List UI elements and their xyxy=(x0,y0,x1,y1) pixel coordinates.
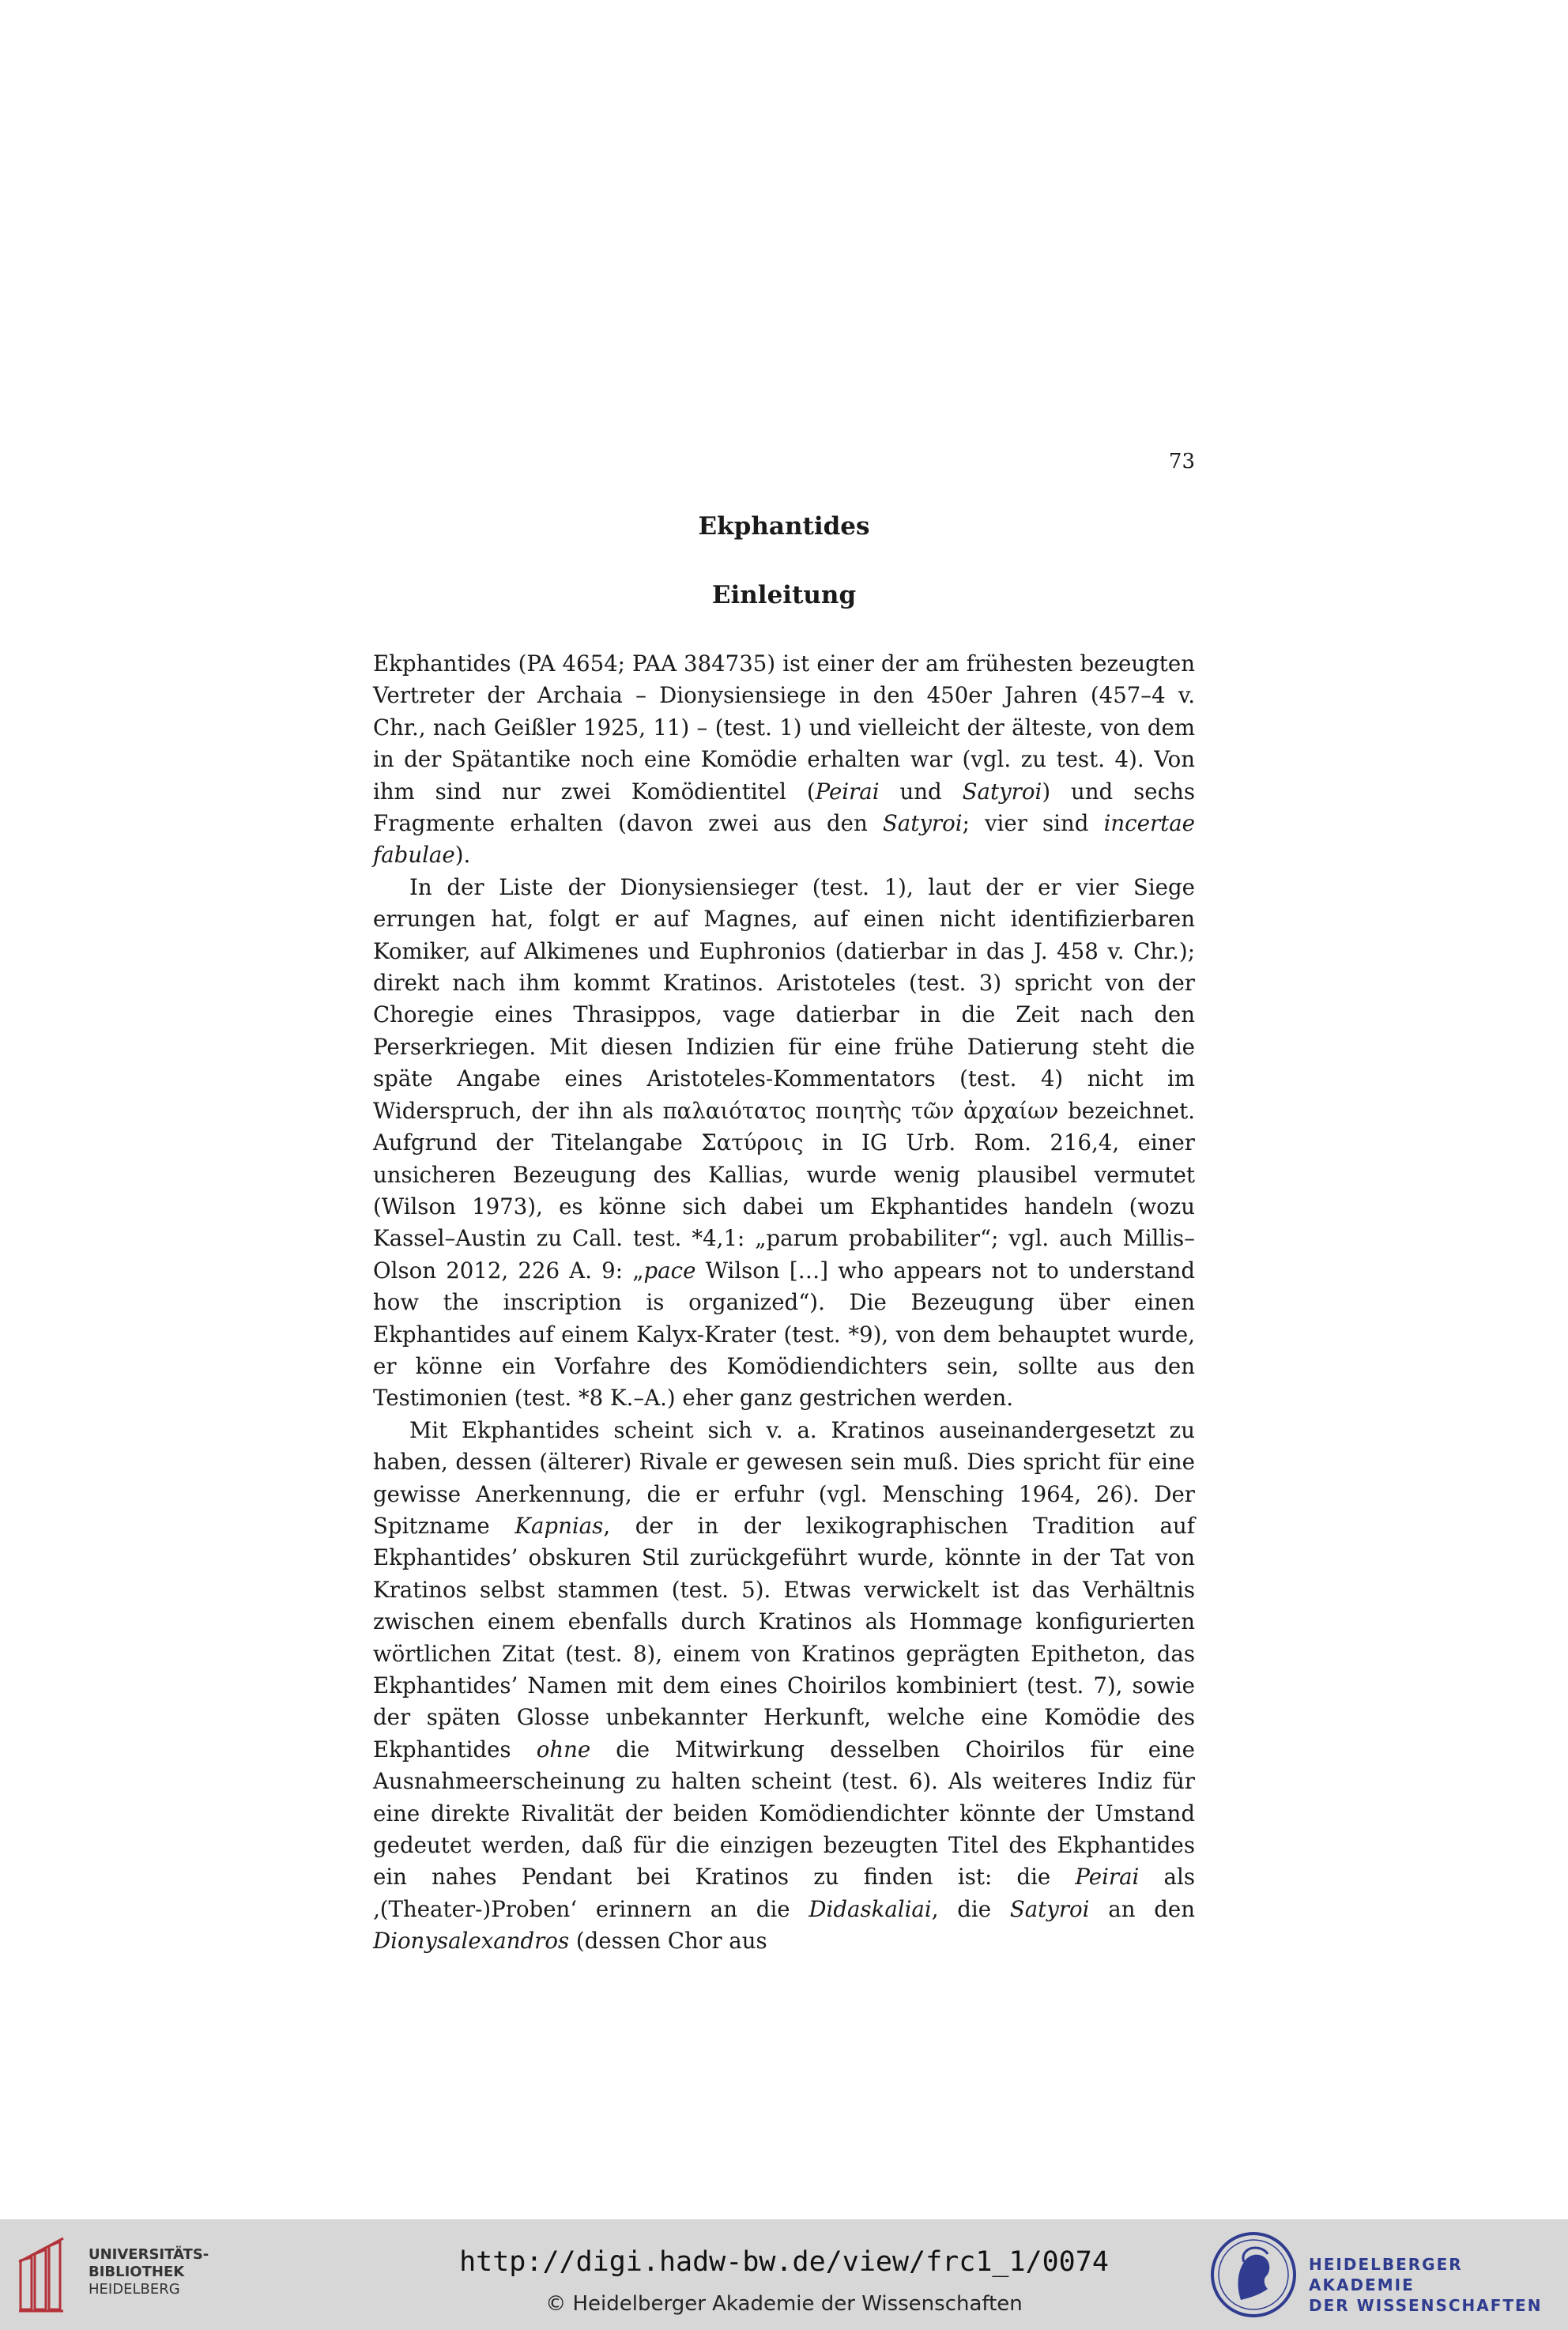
text-run: , der in der lexikographischen Tradition auf Ekphantides’ obskuren Stil zurückgeführt wurde, könnte in der Tat von Kratinos selbst stammen (test. 5). Etwas verwickelt ist das Verhältnis zwischen einem ebenfalls durch Kratinos als Hommage konfigurierten wörtlichen Zitat (test. 8), einem von Kratinos geprägten Epitheton, das Ekphantides’ Namen mit dem eines Choirilos kombiniert (test. 7), sowie der späten Glosse unbekannter Herkunft, welche eine Komödie des Ekphantides xyxy=(373,1512,1195,1763)
copyright-notice: © Heidelberger Akademie der Wissenschaften xyxy=(545,2292,1023,2316)
text-run: Wilson […] who appears not to understand how the inscription is organized“). Die Bezeugung über einen Ekphantides auf einem Kalyx-Krater (test. *9), von dem behauptet wurde, er könne ein Vorfahre des Komödiendichters sein, sollte aus den Testimonien (test. *8 K.–A.) eher ganz gestrichen werden. xyxy=(373,1257,1195,1412)
italic-title: Peirai xyxy=(1075,1864,1140,1891)
italic-title: Satyroi xyxy=(882,810,963,837)
italic-title: Dionysalexandros xyxy=(373,1928,570,1955)
italic-title: Didaskaliai xyxy=(808,1895,932,1922)
library-name-line: UNIVERSITÄTS- xyxy=(89,2246,209,2263)
academy-name xyxy=(1309,2254,1568,2316)
text-run: die Mitwirkung desselben Choirilos für eine Ausnahmeerscheinung zu halten scheint (test. 6). Als weiteres Indiz für eine direkte Rivalität der beiden Komödiendichter könnte der Umstand gedeutet werden, daß für die einzigen bezeugten Titel des Ekphantides ein nahes Pendant bei Kratinos zu finden ist: die xyxy=(373,1736,1195,1891)
text-run: ; vier sind xyxy=(962,810,1104,837)
academy-seal-icon[interactable] xyxy=(1209,2230,1298,2319)
paragraph-3 xyxy=(373,1415,1195,1958)
author-title: Ekphantides xyxy=(698,512,870,541)
library-name-line: HEIDELBERG xyxy=(89,2281,180,2298)
section-title: Einleitung xyxy=(711,581,857,609)
paragraph-2 xyxy=(373,872,1195,1415)
academy-name-line: HEIDELBERGER AKADEMIE xyxy=(1309,2255,1463,2294)
italic-term: incertae fabulae xyxy=(373,810,1196,869)
italic-title: Satyroi xyxy=(962,778,1042,805)
text-run: Ekphantides (PA 4654; PAA 384735) ist einer der am frühesten bezeugten Vertreter der Archaia – Dionysiensiege in den 450er Jahren (457–4 v. Chr., nach Geißler 1925, 11) – (test. 1) und vielleicht der älteste, von dem in der Spätantike noch eine Komödie erhalten war (vgl. zu test. 4). Von ihm sind nur zwei Komödientitel ( xyxy=(373,650,1195,805)
page-number: 73 xyxy=(1168,450,1195,473)
italic-term: Kapnias xyxy=(514,1512,604,1539)
permalink-url[interactable]: http://digi.hadw-bw.de/view/frc1_1/0074 xyxy=(459,2246,1109,2278)
italic-term: pace xyxy=(643,1257,696,1284)
library-name-line: BIBLIOTHEK xyxy=(89,2264,185,2280)
italic-title: Peirai xyxy=(815,778,880,805)
text-run: als ‚(Theater-)Proben‘ erinnern an die xyxy=(373,1864,1195,1922)
paragraph-1 xyxy=(373,648,1195,872)
body-text xyxy=(373,648,1195,1958)
text-run: ) und sechs Fragmente erhalten (davon zwei aus den xyxy=(373,778,1196,837)
text-run: In der Liste der Dionysiensieger (test. 1), laut der er vier Siege errungen hat, folgt er auf Magnes, auf einen nicht identifizierbaren Komiker, auf Alkimenes und Euphronios (datierbar in das J. 458 v. Chr.); direkt nach ihm kommt Kratinos. Aristoteles (test. 3) spricht von der Choregie eines Thrasippos, vage datierbar in die Zeit nach den Perserkriegen. Mit diesen Indizien für eine frühe Datierung steht die späte Angabe eines Aristoteles-Kommentators (test. 4) nicht im Widerspruch, der ihn als παλαιότατος ποιητὴς τῶν ἀρχαίων bezeichnet. Aufgrund der Titelangabe Σατύροις in IG Urb. Rom. 216,4, einer unsicheren Bezeugung des Kallias, wurde wenig plausibel vermutet (Wilson 1973), es könne sich dabei um Ekphantides handeln (wozu Kassel–Austin zu Call. test. *4,1: „parum probabiliter“; vgl. auch Millis–Olson 2012, 226 A. 9: „ xyxy=(373,873,1195,1284)
text-run: , die xyxy=(931,1895,1010,1922)
academy-name-line: DER WISSENSCHAFTEN xyxy=(1309,2296,1543,2315)
italic-term: ohne xyxy=(536,1736,591,1763)
text-run: ). xyxy=(454,842,471,869)
text-run: Mit Ekphantides scheint sich v. a. Kratinos auseinandergesetzt zu haben, dessen (älterer) Rivale er gewesen sein muß. Dies spricht für eine gewisse Anerkennung, die er erfuhr (vgl. Mensching 1964, 26). Der Spitzname xyxy=(373,1416,1195,1539)
text-run: an den xyxy=(1089,1895,1196,1922)
text-run: (dessen Chor aus xyxy=(569,1928,767,1955)
italic-title: Satyroi xyxy=(1009,1895,1090,1922)
text-run: und xyxy=(879,778,963,805)
footer-bar xyxy=(0,2219,1568,2330)
